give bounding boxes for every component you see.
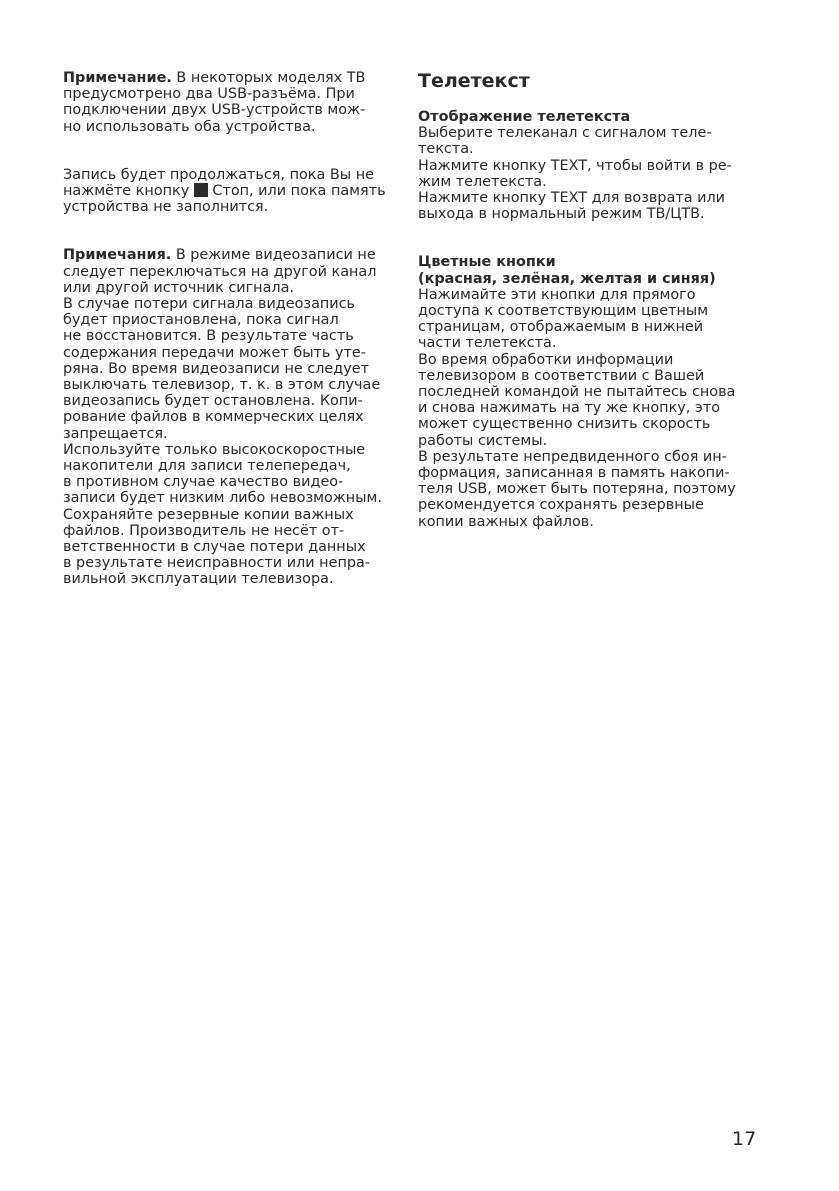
color-buttons-heading: Цветные кнопки (красная, зелёная, желтая и синяя): [418, 254, 716, 287]
left-column: [63, 70, 399, 588]
display-teletext-heading: Отображение телетекста: [418, 109, 631, 125]
page-number: 17: [732, 1128, 757, 1150]
stop-icon: [194, 183, 208, 197]
color-buttons-text: Нажимайте эти кнопки для прямого доступа к соответствующим цветным страницам, отображаемым в нижней части телетекста. Во время обработки информации телевизором в соответствии с Вашей последней командой не пытайтесь снова и снова нажимать на ту же кнопку, это может существенно снизить скорость работы системы. В результате непредвиденного сбоя ин- формация, записанная в память накопи- теля USB, может быть потеряна, поэтому рекомендуется сохранять резервные копии важных файлов.: [418, 286, 736, 530]
teletext-heading: Телетекст: [418, 70, 530, 92]
note-label: Примечание.: [63, 70, 172, 86]
right-column: [418, 70, 758, 530]
notes-label: Примечания.: [63, 247, 172, 264]
note-usb-ports: Примечание. В некоторых моделях ТВ предусмотрено два USB-разъёма. При подключении двух USB-устройств мож- но использовать оба устройства.: [63, 70, 366, 135]
display-teletext-text: Выберите телеканал с сигналом теле- текста. Нажмите кнопку TEXT, чтобы войти в ре- жим телетекста. Нажмите кнопку TEXT для возврата или выхода в нормальный режим ТВ/ЦТВ.: [418, 125, 732, 223]
note-recording: Примечания. В режиме видеозаписи не следует переключаться на другой канал или другой источник сигнала. В случае потери сигнала видеозапись будет приостановлена, пока сигнал не восстановится. В результате часть содержания передачи может быть уте- ряна. Во время видеозаписи не следует выключать телевизор, т. к. в этом случае видеозапись будет остановлена. Копи- рование файлов в коммерческих целях запрещается. Используйте только высокоскоростные накопители для записи телепередач, в противном случае качество видео- записи будет низким либо невозможным. Сохраняйте резервные копии важных файлов. Производитель не несёт от- ветственности в случае потери данных в результате неисправности или непра- вильной эксплуатации телевизора.: [63, 247, 382, 588]
recording-info: Запись будет продолжаться, пока Вы не нажмёте кнопку Стоп, или пока память устройства не заполнится.: [63, 166, 386, 216]
